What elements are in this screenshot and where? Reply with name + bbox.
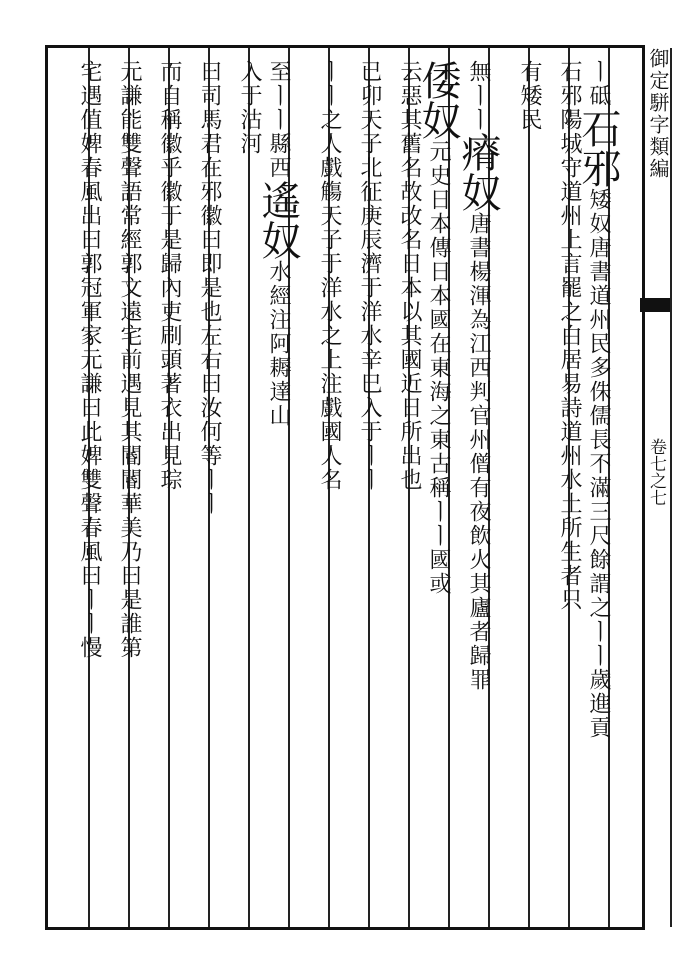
column-rule — [528, 48, 530, 927]
book-title: 御定駢字類編 — [646, 48, 670, 180]
text-column: 宅遇值婢春風出曰郭冠軍家元謙曰此婢雙聲春風曰ㅣㅣ慢 — [77, 60, 102, 660]
text-column: 倭奴元史日本傳日本國在東海之東古稱ㅣㅣ國或 — [415, 60, 461, 596]
text-column: 元謙能雙聲語常經郭文遠宅前遇見其閽閽華美乃曰是誰第 — [117, 60, 142, 660]
text-column: 曰司馬君在邪徽曰即是也左右曰汝何等ㅣㅣ — [197, 60, 222, 516]
text-column: 至ㅣㅣ縣西遙奴水經注阿耨達山 — [255, 60, 301, 428]
text-column: 石邪陽城守道州上言罷之白居易詩道州水土所生者只 — [557, 60, 582, 612]
text-column: 入于沽河 — [237, 60, 262, 156]
text-column: 有矮民 — [517, 60, 542, 132]
margin-line — [670, 48, 672, 927]
text-column: ㅣㅣ之人戲觴天子于洋水之上注戲國人名 — [317, 60, 342, 492]
margin-fishtail — [640, 298, 670, 312]
column-rule — [248, 48, 250, 927]
text-column: 而自稱徽乎徽于是歸內吏刷頭著衣出見琮 — [157, 60, 182, 492]
text-column: 云惡其舊名故改名日本以其國近日所出也 — [397, 60, 422, 492]
text-column: 已卯天子北征庚辰濟于洋水辛巳入于ㅣㅣ — [357, 60, 382, 492]
page-margin — [640, 48, 672, 927]
text-column: ㅣ砥石邪矮奴唐書道州民多侏儒長不滿三尺餘謂之ㅣㅣ歲進貢 — [575, 60, 621, 740]
juan-number: 卷七之七 — [646, 438, 666, 506]
text-column: 無ㅣㅣ瘠奴唐書楊渾為江西判官州僧有夜飲火其廬者歸罪 — [455, 60, 501, 692]
